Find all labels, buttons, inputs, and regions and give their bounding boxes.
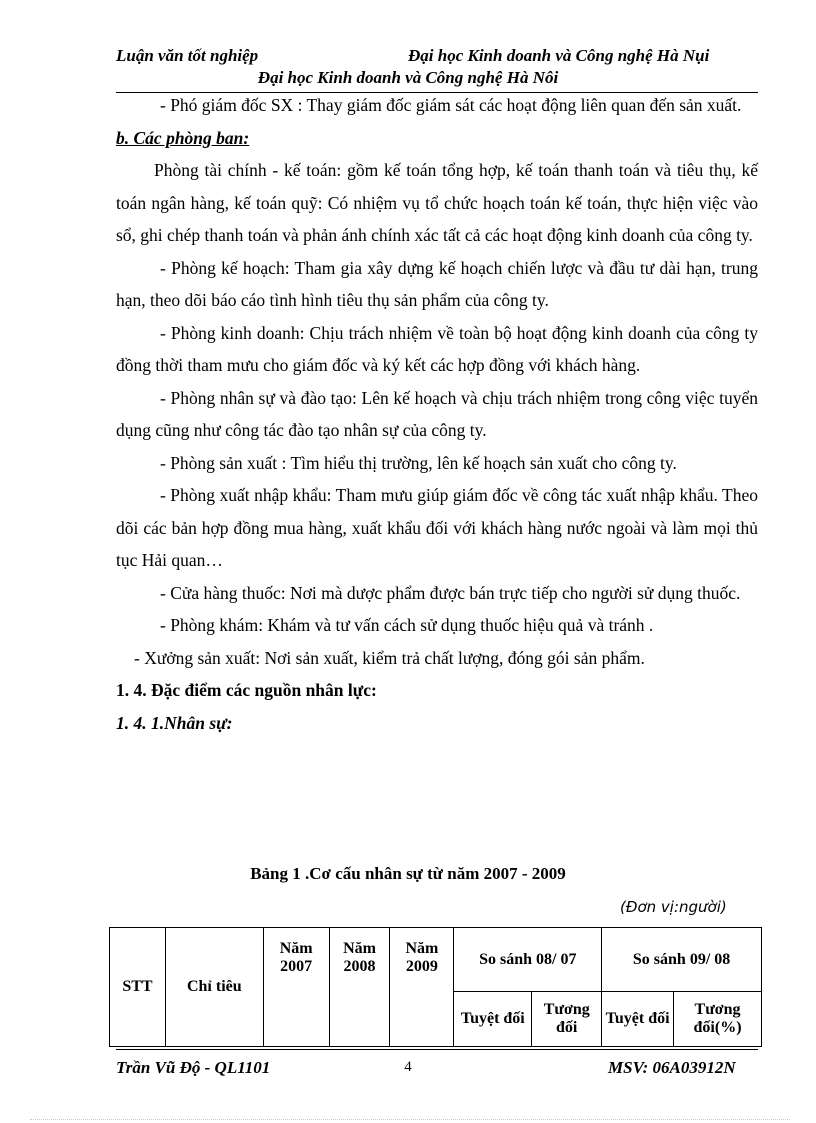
paragraph-clinic: - Phòng khám: Khám và tư vấn cách sử dụng thuốc hiệu quả và tránh . xyxy=(160,615,654,635)
paragraph-import-export: - Phòng xuất nhập khẩu: Tham mưu giúp giám đốc về công tác xuất nhập khẩu. Theo dõi các bản hợp đồng mua hàng, xuất khẩu đối với khách hàng nước ngoài và làm mọi thủ tục Hải quan… xyxy=(116,485,758,570)
header-subtitle: Đại học Kinh doanh và Công nghệ Hà Nôi xyxy=(257,68,559,87)
table-unit: (Đơn vị:người) xyxy=(620,898,727,916)
footer-author: Trần Vũ Độ - QL1101 xyxy=(116,1058,271,1077)
header-absolute-2: Tuyệt đối xyxy=(602,992,674,1047)
header-compare-09-08: So sánh 09/ 08 xyxy=(602,928,762,992)
header-left: Luận văn tốt nghiệp xyxy=(116,46,259,65)
paragraph-business: - Phòng kinh doanh: Chịu trách nhiệm về toàn bộ hoạt động kinh doanh của công ty đồng thời tham mưu cho giám đốc và ký kết các hợp đồng với khách hàng. xyxy=(116,322,758,375)
header-relative-1: Tương đối xyxy=(532,992,602,1047)
header-relative-2: Tương đối(%) xyxy=(674,992,762,1047)
paragraph-workshop: - Xưởng sản xuất: Nơi sản xuất, kiểm trả chất lượng, đóng gói sản phẩm. xyxy=(134,647,645,668)
section-heading-departments: b. Các phòng ban: xyxy=(116,127,250,148)
footer-student-id: MSV: 06A03912N xyxy=(608,1058,736,1077)
paragraph-production: - Phòng sản xuất : Tìm hiểu thị trường, lên kế hoạch sản xuất cho công ty. xyxy=(160,452,677,473)
header-chi-tieu: Chỉ tiêu xyxy=(165,928,263,1047)
section-heading-personnel: 1. 4. 1.Nhân sự: xyxy=(116,712,233,733)
paragraph-hr: - Phòng nhân sự và đào tạo: Lên kế hoạch và chịu trách nhiệm trong công việc tuyển dụng cũng như công tác đào tạo nhân sự của công ty. xyxy=(116,387,758,440)
header-compare-08-07: So sánh 08/ 07 xyxy=(454,928,602,992)
header-stt: STT xyxy=(110,928,166,1047)
header-year-2007: Năm 2007 xyxy=(263,928,329,1047)
section-heading-hr-resources: 1. 4. Đặc điểm các nguồn nhân lực: xyxy=(116,680,377,700)
personnel-structure-table xyxy=(109,927,762,1047)
footer-rule xyxy=(116,1049,758,1050)
footer-page-number: 4 xyxy=(404,1059,412,1075)
header-absolute-1: Tuyệt đối xyxy=(454,992,532,1047)
header-right: Đại học Kinh doanh và Công nghệ Hà Nụi xyxy=(408,46,710,65)
header-year-2008: Năm 2008 xyxy=(329,928,390,1047)
paragraph-pharmacy: - Cửa hàng thuốc: Nơi mà dược phẩm được bán trực tiếp cho người sử dụng thuốc. xyxy=(160,582,741,603)
header-year-2009: Năm 2009 xyxy=(390,928,454,1047)
paragraph-finance: Phòng tài chính - kế toán: gồm kế toán tổng hợp, kế toán thanh toán và tiêu thụ, kế toán ngân hàng, kế toán quỹ: Có nhiệm vụ tổ chức hoạch toán kế toán, thực hiện việc vào sổ, ghi chép thanh toán và phản ánh chính xác tất cả các hoạt động kinh doanh của công ty. xyxy=(116,160,758,245)
paragraph-deputy-director: - Phó giám đốc SX : Thay giám đốc giám sát các hoạt động liên quan đến sản xuất. xyxy=(160,95,742,115)
document-body xyxy=(116,89,758,739)
table-title: Bảng 1 .Cơ cấu nhân sự từ năm 2007 - 2009 xyxy=(250,864,566,883)
page-bottom-edge xyxy=(30,1119,790,1120)
paragraph-planning: - Phòng kế hoạch: Tham gia xây dựng kế hoạch chiến lược và đầu tư dài hạn, trung hạn, theo dõi báo cáo tình hình tiêu thụ sản phẩm của công ty. xyxy=(116,257,758,310)
